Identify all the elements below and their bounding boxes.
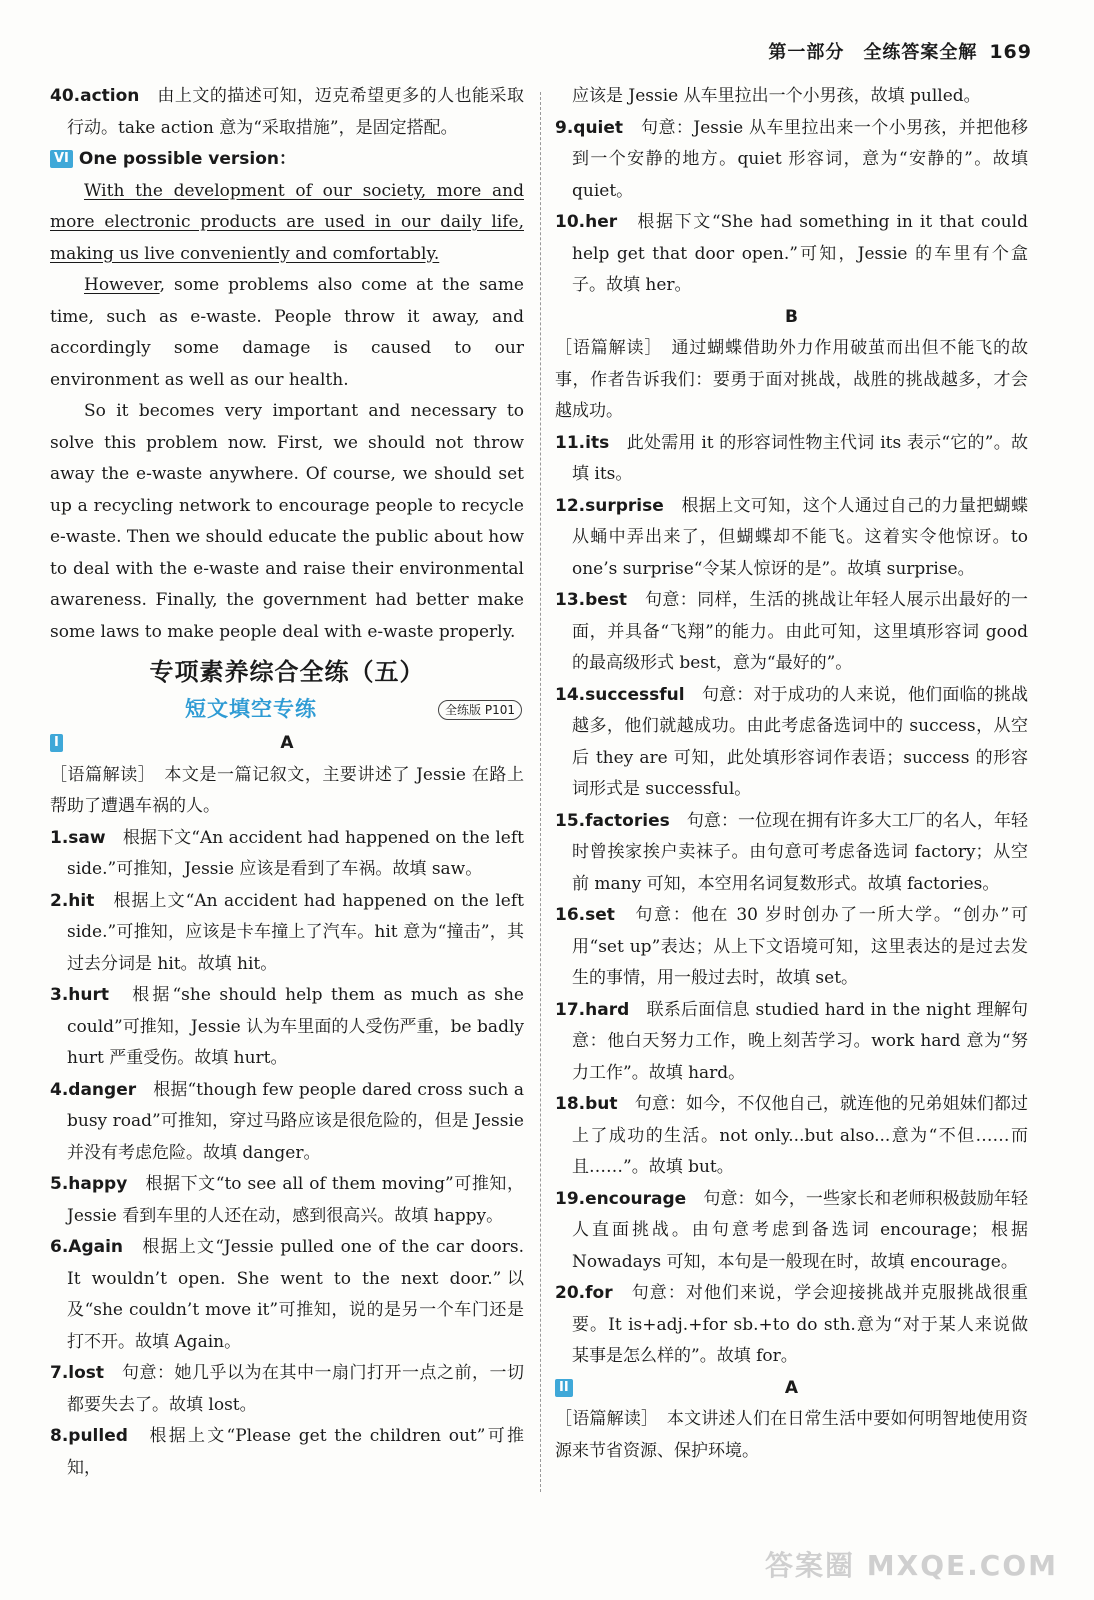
answer-label: 14.successful: [555, 684, 685, 705]
answer-label: 17.hard: [555, 999, 630, 1020]
answer-text: 联系后面信息 studied hard in the night 理解句意：他白天努力工作，晚上刻苦学习。work hard 意为“努力工作”。故填 hard。: [572, 999, 1029, 1083]
answer-label: 4.danger: [50, 1079, 137, 1100]
answer-text: 由上文的描述可知，迈克希望更多的人也能采取行动。take action 意为“采取措施”，是固定搭配。: [67, 86, 525, 138]
answer-item: [50, 1075, 524, 1170]
answer-label: 10.her: [555, 212, 618, 232]
analysis-ii: ［语篇解读］ 本文讲述人们在日常生活中要如何明智地使用资源来节省资源、保护环境。: [555, 1409, 1028, 1461]
answer-label: 16.set: [555, 905, 615, 925]
answer-item: [555, 900, 1028, 995]
answer-label: 6.Again: [50, 1237, 124, 1257]
answer-list-left: [50, 823, 524, 1485]
answer-label: 1.saw: [50, 827, 106, 848]
answer-text: 此处需用 it 的形容词性物主代词 its 表示“它的”。故填 its。: [572, 432, 1029, 484]
answer-text: 根据上文“An accident had happened on the left side.”可推知，应该是卡车撞上了汽车。hit 意为“撞击”，其过去分词是 hit。故填 hit。: [67, 890, 524, 974]
answer-label: 13.best: [555, 590, 628, 610]
answer-item: [50, 823, 524, 886]
column-divider: [540, 92, 541, 1492]
answer-label: 15.factories: [555, 810, 670, 831]
answer-item: [50, 1358, 524, 1421]
answer-item: [555, 428, 1028, 491]
part-a-row: [50, 728, 524, 760]
essay-paragraph-2: [50, 270, 524, 396]
answer-text: 句意：对于成功的人来说，他们面临的挑战越多，他们就越成功。由此考虑备选词中的 success，从空后 they are 可知，此处填形容词作表语；success 的形容词形式是 successful。: [572, 684, 1029, 799]
answer-label: 5.happy: [50, 1174, 128, 1194]
answer-text: 句意：一位现在拥有许多大工厂的名人，年轻时曾挨家挨户卖袜子。由句意可考虑备选词 factory；从空前 many 可知，本空用名词复数形式。故填 factories。: [572, 810, 1029, 894]
sub-title: 短文填空专练: [185, 697, 317, 721]
answer-item: [50, 1169, 524, 1232]
answer-label: 7.lost: [50, 1363, 105, 1383]
answer-item: [555, 680, 1028, 806]
answer-item: [555, 1089, 1028, 1184]
analysis-a: ［语篇解读］ 本文是一篇记叙文，主要讲述了 Jessie 在路上帮助了遭遇车祸的人。: [50, 764, 524, 816]
essay-heading-text: One possible version：: [78, 149, 296, 169]
answer-text: 句意：他在 30 岁时创办了一所大学。“创办”可用“set up”表达；从上下文语境可知，这里表达的是过去发生的事情，用一般过去时，故填 set。: [572, 905, 1029, 988]
answer-label: 2.hit: [50, 890, 95, 911]
watermark-logo: 答案圈 MXQE.COM: [765, 1549, 1058, 1582]
answer-item: [555, 113, 1028, 208]
roman-badge-ii: II: [555, 1379, 573, 1397]
answer-item: [50, 1421, 524, 1484]
part-label-a2: A: [784, 1377, 799, 1398]
answer-item: [50, 886, 524, 981]
section-title: 第一部分 全练答案全解: [768, 42, 978, 63]
answer-text: 根据“though few people dared cross such a busy road”可推知，穿过马路应该是很危险的，但是 Jessie 并没有考虑危险。故填 danger。: [67, 1079, 524, 1163]
answer-text: 根据上文“Jessie pulled one of the car doors. It wouldn’t open. She went to the next door.”以及“she couldn’t move it”可推知，说的是另一个车门还是打不开。故填 Again。: [67, 1237, 524, 1352]
page-header: [768, 38, 1032, 64]
answer-item: [555, 806, 1028, 901]
answer-text: 根据下文“She had something in it that could help get that door open.”可知，Jessie 的车里有个盒子。故填 her。: [572, 212, 1028, 295]
essay-paragraph-1: With the development of our society, more and more electronic products are used in our daily life, making us live conveniently and comfortably.: [50, 180, 524, 264]
part-label-a: A: [280, 733, 294, 753]
answer-40: [50, 81, 524, 144]
left-column: [50, 81, 524, 1484]
roman-badge-vi: VI: [50, 150, 73, 168]
answer-text: 根据上文可知，这个人通过自己的力量把蝴蝶从蛹中弄出来了，但蝴蝶却不能飞。这着实令他惊讶。to one’s surprise“令某人惊讶的是”。故填 surprise。: [572, 495, 1029, 579]
answer-text: 句意：她几乎以为在其中一扇门打开一点之前，一切都要失去了。故填 lost。: [67, 1363, 525, 1415]
essay-heading: [50, 144, 524, 176]
sub-title-row: [50, 694, 524, 728]
part-label-b: B: [785, 306, 798, 327]
answer-8-continued: 应该是 Jessie 从车里拉出一个小男孩，故填 pulled。: [572, 86, 981, 106]
answer-item: [555, 995, 1028, 1090]
answer-label: 11.its: [555, 432, 610, 453]
answer-item: [50, 980, 524, 1075]
answer-list-right-a: [555, 113, 1028, 302]
answer-label: 20.for: [555, 1283, 613, 1303]
answer-text: 根据下文“to see all of them moving”可推知，Jessie 看到车里的人还在动，感到很高兴。故填 happy。: [67, 1174, 524, 1226]
answer-item: [555, 1278, 1028, 1373]
answer-item: [555, 491, 1028, 586]
answer-label: 40.action: [50, 86, 140, 106]
essay-paragraph-3: So it becomes very important and necessary to solve this problem now. First, we should not throw away the e-waste anywhere. Of course, we should set up a recycling network to encourage people to recycle e-waste. Then we should educate the public about how to deal with the e-waste and raise their environmental awareness. Finally, the government had better make some laws to make people deal with e-waste properly.: [50, 401, 524, 642]
answer-label: 8.pulled: [50, 1426, 128, 1446]
part-ii-row: [555, 1373, 1028, 1405]
answer-text: 句意：如今，不仅他自己，就连他的兄弟姐妹们都过上了成功的生活。not only...but also...意为“不但……而且……”。故填 but。: [572, 1094, 1029, 1177]
answer-label: 3.hurt: [50, 985, 110, 1005]
answer-text: 句意：如今，一些家长和老师积极鼓励年轻人直面挑战。由句意考虑到备选词 encourage；根据 Nowadays 可知，本句是一般现在时，故填 encourage。: [572, 1188, 1029, 1272]
answer-item: [555, 207, 1028, 302]
page-number: 169: [989, 41, 1032, 63]
answer-text: 句意：对他们来说，学会迎接挑战并克服挑战很重要。It is+adj.+for sb.+to do sth.意为“对于某人来说做某事是怎么样的”。故填 for。: [572, 1283, 1029, 1366]
answer-item: [555, 1184, 1028, 1279]
answer-label: 9.quiet: [555, 117, 624, 138]
answer-text: 根据“she should help them as much as she could”可推知，Jessie 认为车里面的人受伤严重，be badly hurt 严重受伤。故填 hurt。: [67, 985, 524, 1068]
answer-item: [50, 1232, 524, 1358]
exercise-title: 专项素养综合全练（五）: [149, 658, 425, 686]
answer-text: 根据下文“An accident had happened on the left side.”可推知，Jessie 应该是看到了车祸。故填 saw。: [67, 827, 524, 879]
analysis-b: ［语篇解读］ 通过蝴蝶借助外力作用破茧而出但不能飞的故事，作者告诉我们：要勇于面对挑战，战胜的挑战越多，才会越成功。: [555, 338, 1028, 421]
essay-p2-rest: , some problems also come at the same time, such as e-waste. People throw it away, and accordingly some damage is caused to our environment as well as our health.: [50, 275, 524, 390]
roman-badge-i: I: [50, 734, 63, 752]
essay-p2-first: However: [84, 275, 160, 295]
answer-label: 12.surprise: [555, 495, 664, 516]
page-reference: 全练版 P101: [438, 700, 522, 720]
answer-label: 19.encourage: [555, 1188, 687, 1209]
answer-item: [555, 585, 1028, 680]
answer-label: 18.but: [555, 1094, 618, 1114]
answer-text: 根据上文“Please get the children out”可推知，: [67, 1426, 524, 1478]
right-column: [555, 81, 1028, 1467]
answer-text: 句意：同样，生活的挑战让年轻人展示出最好的一面，并具备“飞翔”的能力。由此可知，这里填形容词 good 的最高级形式 best，意为“最好的”。: [572, 590, 1029, 673]
answer-list-right-b: [555, 428, 1028, 1373]
answer-text: 句意：Jessie 从车里拉出来一个小男孩，并把他移到一个安静的地方。quiet 形容词，意为“安静的”。故填 quiet。: [572, 117, 1029, 201]
